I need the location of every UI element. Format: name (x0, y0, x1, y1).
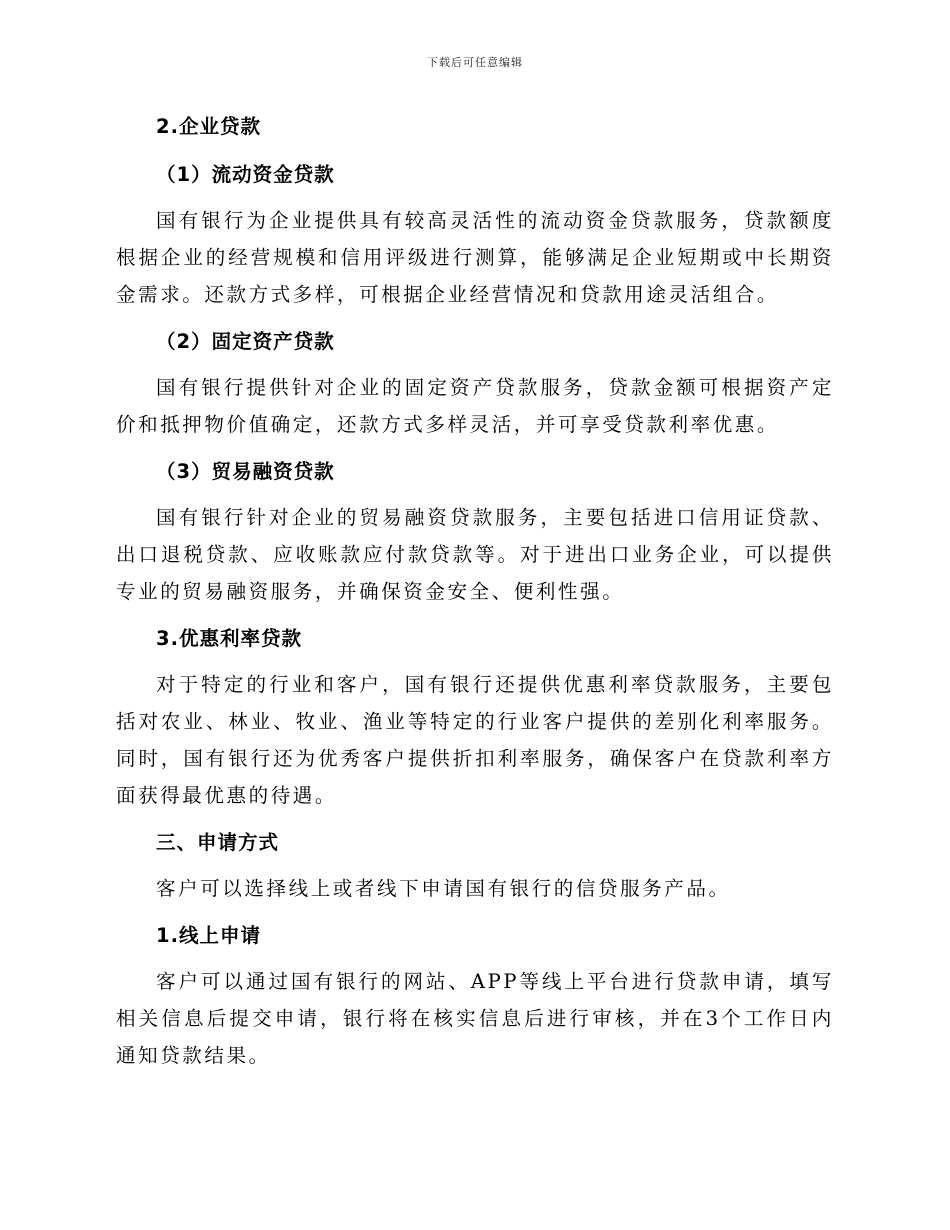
page-header-note: 下载后可任意编辑 (427, 56, 523, 69)
subheading-working-capital-loan: （1）流动资金贷款 (156, 163, 335, 186)
section-heading-application: 三、申请方式 (156, 831, 280, 854)
subheading-fixed-asset-loan: （2）固定资产贷款 (156, 330, 335, 353)
section-heading-preferential-rate: 3.优惠利率贷款 (156, 627, 302, 650)
paragraph-preferential-rate: 对于特定的行业和客户，国有银行还提供优惠利率贷款服务，主要包括对农业、林业、牧业、渔业等特定的行业客户提供的差别化利率服务。同时，国有银行还为优秀客户提供折扣利率服务，确保客户在贷款利率方面获得最优惠的待遇。 (116, 673, 834, 807)
paragraph-trade-finance-loan: 国有银行针对企业的贸易融资贷款服务，主要包括进口信用证贷款、出口退税贷款、应收账款应付款贷款等。对于进出口业务企业，可以提供专业的贸易融资服务，并确保资金安全、便利性强。 (116, 506, 834, 603)
subheading-online-application: 1.线上申请 (156, 924, 261, 947)
document-body (116, 106, 834, 1082)
paragraph-application-intro: 客户可以选择线上或者线下申请国有银行的信贷服务产品。 (156, 877, 731, 900)
section-heading-corporate-loans: 2.企业贷款 (156, 115, 261, 138)
paragraph-fixed-asset-loan: 国有银行提供针对企业的固定资产贷款服务，贷款金额可根据资产定价和抵押物价值确定，还款方式多样灵活，并可享受贷款利率优惠。 (116, 376, 834, 436)
paragraph-online-application: 客户可以通过国有银行的网站、APP等线上平台进行贷款申请，填写相关信息后提交申请，银行将在核实信息后进行审核，并在3个工作日内通知贷款结果。 (116, 970, 834, 1067)
paragraph-working-capital-loan: 国有银行为企业提供具有较高灵活性的流动资金贷款服务，贷款额度根据企业的经营规模和信用评级进行测算，能够满足企业短期或中长期资金需求。还款方式多样，可根据企业经营情况和贷款用途灵活组合。 (116, 209, 834, 306)
subheading-trade-finance-loan: （3）贸易融资贷款 (156, 460, 335, 483)
